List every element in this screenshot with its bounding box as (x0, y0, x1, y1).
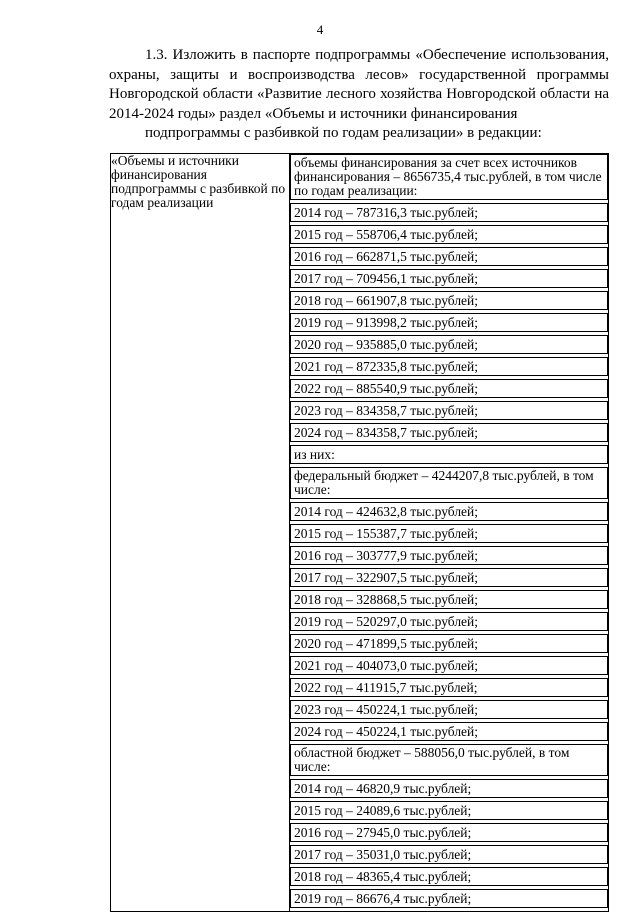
regional-budget-header: областной бюджет – 588056,0 тыс.рублей, в том числе: (290, 744, 608, 776)
year-amount-line: 2020 год – 935885,0 тыс.рублей; (290, 335, 608, 354)
year-amount-line: 2021 год – 404073,0 тыс.рублей; (290, 656, 608, 675)
page-number: 4 (316, 22, 324, 37)
federal-budget-header: федеральный бюджет – 4244207,8 тыс.рублей, в том числе: (290, 467, 608, 499)
year-amount-line: 2016 год – 662871,5 тыс.рублей; (290, 247, 608, 266)
funding-table (110, 153, 609, 912)
of-them-label: из них: (290, 445, 608, 464)
total-years-list (290, 203, 608, 442)
year-amount-line: 2019 год – 86676,4 тыс.рублей; (290, 889, 608, 908)
year-amount-line: 2016 год – 303777,9 тыс.рублей; (290, 546, 608, 565)
funding-label-cell: «Объемы и источники финансирования подпрограммы с разбивкой по годам реализации (111, 154, 290, 912)
year-amount-line: 2014 год – 424632,8 тыс.рублей; (290, 502, 608, 521)
year-amount-line: 2020 год – 471899,5 тыс.рублей; (290, 634, 608, 653)
year-amount-line: 2018 год – 48365,4 тыс.рублей; (290, 867, 608, 886)
year-amount-line: 2016 год – 27945,0 тыс.рублей; (290, 823, 608, 842)
year-amount-line: 2022 год – 885540,9 тыс.рублей; (290, 379, 608, 398)
year-amount-line: 2014 год – 787316,3 тыс.рублей; (290, 203, 608, 222)
funding-values-cell (290, 154, 609, 912)
year-amount-line: 2015 год – 155387,7 тыс.рублей; (290, 524, 608, 543)
year-amount-line: 2024 год – 450224,1 тыс.рублей; (290, 722, 608, 741)
regional-years-list (290, 779, 608, 908)
total-funding-header: объемы финансирования за счет всех источников финансирования – 8656735,4 тыс.рублей, в том числе по годам реализации: (290, 154, 608, 200)
year-amount-line: 2015 год – 558706,4 тыс.рублей; (290, 225, 608, 244)
year-amount-line: 2014 год – 46820,9 тыс.рублей; (290, 779, 608, 798)
year-amount-line: 2023 год – 450224,1 тыс.рублей; (290, 700, 608, 719)
intro-line: 1.3. Изложить в паспорте подпрограммы «Обеспечение использования, (145, 47, 609, 63)
year-amount-line: 2017 год – 35031,0 тыс.рублей; (290, 845, 608, 864)
intro-line: охраны, защиты и воспроизводства лесов» государственной программы (109, 66, 609, 83)
year-amount-line: 2022 год – 411915,7 тыс.рублей; (290, 678, 608, 697)
intro-line: подпрограммы с разбивкой по годам реализации» в редакции: (145, 125, 542, 141)
year-amount-line: 2019 год – 913998,2 тыс.рублей; (290, 313, 608, 332)
funding-row (111, 154, 609, 912)
intro-line: Новгородской области «Развитие лесного хозяйства Новгородской области (109, 86, 591, 102)
year-amount-line: 2019 год – 520297,0 тыс.рублей; (290, 612, 608, 631)
intro-paragraph (109, 46, 609, 163)
year-amount-line: 2023 год – 834358,7 тыс.рублей; (290, 401, 608, 420)
year-amount-line: 2017 год – 709456,1 тыс.рублей; (290, 269, 608, 288)
year-amount-line: 2024 год – 834358,7 тыс.рублей; (290, 423, 608, 442)
federal-years-list (290, 502, 608, 741)
year-amount-line: 2021 год – 872335,8 тыс.рублей; (290, 357, 608, 376)
year-amount-line: 2018 год – 661907,8 тыс.рублей; (290, 291, 608, 310)
intro-line: на 2014-2024 годы» раздел «Объемы и источники финансирования (109, 86, 609, 122)
intro-text (109, 46, 609, 163)
year-amount-line: 2017 год – 322907,5 тыс.рублей; (290, 568, 608, 587)
year-amount-line: 2015 год – 24089,6 тыс.рублей; (290, 801, 608, 820)
year-amount-line: 2018 год – 328868,5 тыс.рублей; (290, 590, 608, 609)
